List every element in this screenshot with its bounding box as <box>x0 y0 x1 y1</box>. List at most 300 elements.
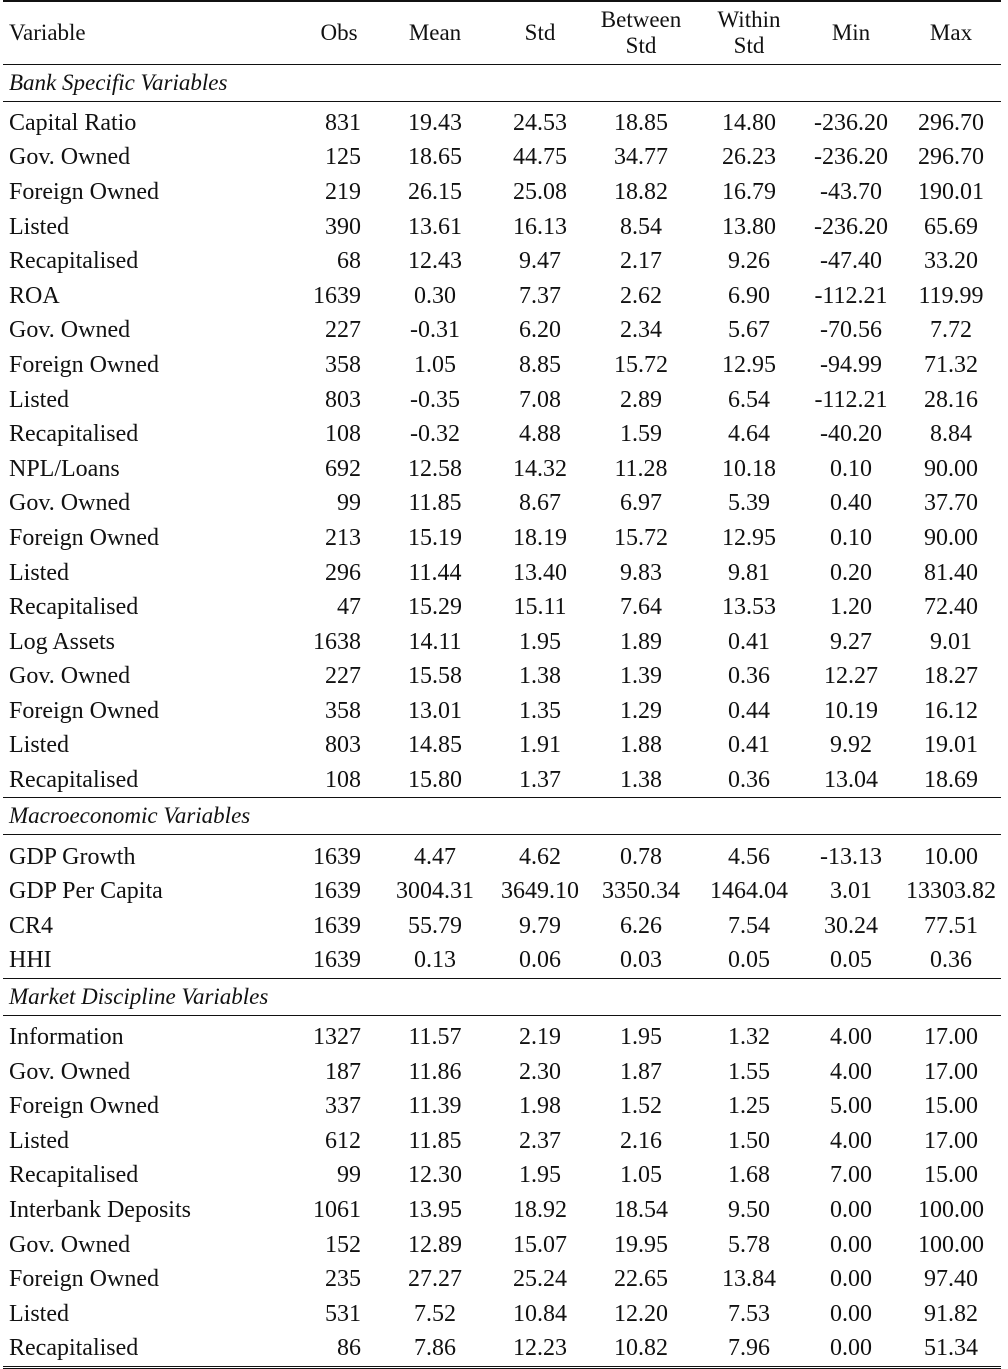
cell-min: -43.70 <box>820 178 882 205</box>
cell-max: 91.82 <box>924 1300 978 1327</box>
cell-mean: 12.30 <box>408 1162 462 1189</box>
cell-between-std: 1.39 <box>620 663 662 690</box>
cell-between-std: 18.85 <box>614 109 668 136</box>
cell-variable: Gov. Owned <box>9 490 131 517</box>
cell-min: 13.04 <box>824 767 878 794</box>
cell-within-std: 13.80 <box>722 213 776 240</box>
cell-between-std: 2.89 <box>620 386 662 413</box>
cell-min: 0.20 <box>830 559 872 586</box>
cell-variable: Foreign Owned <box>9 1093 159 1120</box>
cell-between-std: 34.77 <box>614 144 668 171</box>
table-row <box>3 590 1001 625</box>
summary-statistics-table <box>3 0 1001 1369</box>
cell-std: 1.38 <box>519 663 561 690</box>
cell-min: 0.00 <box>830 1231 872 1258</box>
cell-obs: 296 <box>325 559 361 586</box>
cell-between-std: 2.34 <box>620 317 662 344</box>
cell-variable: Interbank Deposits <box>9 1197 191 1224</box>
cell-mean: 13.61 <box>408 213 462 240</box>
cell-mean: 11.85 <box>408 1127 462 1154</box>
cell-max: 296.70 <box>918 144 984 171</box>
cell-std: 2.30 <box>519 1058 561 1085</box>
header-min: Min <box>831 19 871 45</box>
cell-between-std: 6.97 <box>620 490 662 517</box>
cell-min: -236.20 <box>814 144 888 171</box>
table-row <box>3 763 1001 798</box>
cell-mean: 7.52 <box>414 1300 456 1327</box>
cell-min: 0.00 <box>830 1197 872 1224</box>
cell-max: 33.20 <box>924 248 978 275</box>
cell-obs: 1639 <box>313 912 361 939</box>
table-row <box>3 1015 1001 1054</box>
cell-obs: 1639 <box>313 947 361 974</box>
table-row <box>3 1124 1001 1159</box>
cell-mean: 0.30 <box>414 282 456 309</box>
cell-within-std: 0.41 <box>728 628 770 655</box>
table-row <box>3 1054 1001 1089</box>
cell-min: 30.24 <box>824 912 878 939</box>
table-row <box>3 382 1001 417</box>
cell-mean: -0.31 <box>410 317 460 344</box>
cell-min: 7.00 <box>830 1162 872 1189</box>
cell-mean: 11.86 <box>408 1058 462 1085</box>
cell-within-std: 13.84 <box>722 1266 776 1293</box>
cell-std: 1.91 <box>519 732 561 759</box>
cell-min: -236.20 <box>814 213 888 240</box>
cell-within-std: 7.53 <box>728 1300 770 1327</box>
header-variable: Variable <box>9 19 86 45</box>
cell-std: 1.95 <box>519 628 561 655</box>
cell-min: 4.00 <box>830 1127 872 1154</box>
summary-statistics-table-container <box>3 0 1005 1369</box>
cell-obs: 803 <box>325 386 361 413</box>
cell-between-std: 2.17 <box>620 248 662 275</box>
cell-std: 7.37 <box>519 282 561 309</box>
cell-within-std: 5.78 <box>728 1231 770 1258</box>
cell-between-std: 2.62 <box>620 282 662 309</box>
cell-within-std: 26.23 <box>722 144 776 171</box>
cell-variable: Recapitalised <box>9 1335 139 1362</box>
cell-max: 16.12 <box>924 697 978 724</box>
cell-between-std: 18.82 <box>614 178 668 205</box>
cell-std: 7.08 <box>519 386 561 413</box>
cell-max: 9.01 <box>930 628 972 655</box>
cell-obs: 47 <box>337 594 361 621</box>
cell-mean: 26.15 <box>408 178 462 205</box>
cell-mean: 12.43 <box>408 248 462 275</box>
cell-max: 19.01 <box>924 732 978 759</box>
section-title: Bank Specific Variables <box>3 64 1001 101</box>
cell-mean: 0.13 <box>414 947 456 974</box>
cell-between-std: 1.88 <box>620 732 662 759</box>
cell-max: 18.27 <box>924 663 978 690</box>
cell-max: 17.00 <box>924 1024 978 1051</box>
cell-max: 13303.82 <box>906 878 996 905</box>
cell-variable: Foreign Owned <box>9 1266 159 1293</box>
cell-within-std: 0.41 <box>728 732 770 759</box>
cell-obs: 531 <box>325 1300 361 1327</box>
cell-between-std: 9.83 <box>620 559 662 586</box>
cell-std: 24.53 <box>513 109 567 136</box>
cell-obs: 1327 <box>313 1024 361 1051</box>
cell-variable: Foreign Owned <box>9 524 159 551</box>
table-row <box>3 1331 1001 1367</box>
table-row <box>3 101 1001 140</box>
cell-min: 0.10 <box>830 455 872 482</box>
cell-std: 14.32 <box>513 455 567 482</box>
cell-std: 44.75 <box>513 144 567 171</box>
cell-obs: 68 <box>337 248 361 275</box>
cell-obs: 227 <box>325 317 361 344</box>
cell-min: 0.00 <box>830 1300 872 1327</box>
cell-mean: 11.85 <box>408 490 462 517</box>
cell-std: 13.40 <box>513 559 567 586</box>
cell-variable: GDP Growth <box>9 843 136 870</box>
cell-variable: Capital Ratio <box>9 109 137 136</box>
cell-within-std: 1464.04 <box>710 878 788 905</box>
cell-min: 9.92 <box>830 732 872 759</box>
cell-max: 28.16 <box>924 386 978 413</box>
cell-between-std: 2.16 <box>620 1127 662 1154</box>
header-obs: Obs <box>320 19 358 45</box>
cell-mean: 15.29 <box>408 594 462 621</box>
cell-between-std: 15.72 <box>614 351 668 378</box>
cell-between-std: 3350.34 <box>602 878 680 905</box>
table-row <box>3 1297 1001 1332</box>
cell-std: 2.37 <box>519 1127 561 1154</box>
header-between-line1: Between <box>600 6 682 32</box>
cell-mean: 7.86 <box>414 1335 456 1362</box>
cell-max: 10.00 <box>924 843 978 870</box>
cell-mean: 11.57 <box>408 1024 462 1051</box>
table-row <box>3 835 1001 874</box>
cell-obs: 337 <box>325 1093 361 1120</box>
cell-max: 97.40 <box>924 1266 978 1293</box>
cell-variable: Foreign Owned <box>9 178 159 205</box>
cell-obs: 831 <box>325 109 361 136</box>
cell-within-std: 0.36 <box>728 767 770 794</box>
cell-between-std: 1.95 <box>620 1024 662 1051</box>
cell-mean: 15.80 <box>408 767 462 794</box>
cell-between-std: 12.20 <box>614 1300 668 1327</box>
cell-max: 17.00 <box>924 1127 978 1154</box>
cell-max: 17.00 <box>924 1058 978 1085</box>
table-row <box>3 521 1001 556</box>
cell-max: 65.69 <box>924 213 978 240</box>
cell-mean: 18.65 <box>408 144 462 171</box>
table-row <box>3 1158 1001 1193</box>
cell-std: 18.19 <box>513 524 567 551</box>
cell-min: 0.00 <box>830 1335 872 1362</box>
cell-obs: 213 <box>325 524 361 551</box>
cell-obs: 1639 <box>313 878 361 905</box>
cell-std: 1.98 <box>519 1093 561 1120</box>
cell-variable: Gov. Owned <box>9 1231 131 1258</box>
cell-mean: 13.95 <box>408 1197 462 1224</box>
cell-between-std: 1.89 <box>620 628 662 655</box>
cell-obs: 86 <box>337 1335 361 1362</box>
cell-variable: Gov. Owned <box>9 663 131 690</box>
cell-min: 10.19 <box>824 697 878 724</box>
cell-obs: 125 <box>325 144 361 171</box>
cell-obs: 227 <box>325 663 361 690</box>
cell-within-std: 0.44 <box>728 697 770 724</box>
cell-within-std: 12.95 <box>722 524 776 551</box>
cell-std: 12.23 <box>513 1335 567 1362</box>
cell-min: 0.00 <box>830 1266 872 1293</box>
cell-std: 18.92 <box>513 1197 567 1224</box>
section-title: Macroeconomic Variables <box>3 798 1001 835</box>
cell-min: 9.27 <box>830 628 872 655</box>
cell-between-std: 1.87 <box>620 1058 662 1085</box>
cell-std: 15.07 <box>513 1231 567 1258</box>
cell-std: 4.62 <box>519 843 561 870</box>
table-row <box>3 1193 1001 1228</box>
cell-variable: Recapitalised <box>9 421 139 448</box>
cell-within-std: 9.26 <box>728 248 770 275</box>
cell-between-std: 7.64 <box>620 594 662 621</box>
cell-max: 15.00 <box>924 1093 978 1120</box>
cell-variable: Recapitalised <box>9 248 139 275</box>
cell-mean: 55.79 <box>408 912 462 939</box>
cell-mean: 27.27 <box>408 1266 462 1293</box>
cell-min: -40.20 <box>820 421 882 448</box>
table-row <box>3 694 1001 729</box>
cell-mean: 14.85 <box>408 732 462 759</box>
cell-variable: ROA <box>9 282 60 309</box>
cell-min: -112.21 <box>814 386 888 413</box>
cell-within-std: 10.18 <box>722 455 776 482</box>
header-mean: Mean <box>408 19 462 45</box>
cell-std: 25.08 <box>513 178 567 205</box>
cell-max: 296.70 <box>918 109 984 136</box>
cell-between-std: 1.52 <box>620 1093 662 1120</box>
cell-max: 77.51 <box>924 912 978 939</box>
table-row <box>3 874 1001 909</box>
cell-between-std: 0.03 <box>620 947 662 974</box>
cell-std: 25.24 <box>513 1266 567 1293</box>
table-row <box>3 555 1001 590</box>
cell-max: 100.00 <box>918 1231 984 1258</box>
table-row <box>3 624 1001 659</box>
cell-max: 72.40 <box>924 594 978 621</box>
cell-between-std: 1.59 <box>620 421 662 448</box>
table-row <box>3 417 1001 452</box>
table-row <box>3 728 1001 763</box>
cell-variable: Recapitalised <box>9 767 139 794</box>
cell-min: 4.00 <box>830 1058 872 1085</box>
cell-obs: 1639 <box>313 843 361 870</box>
cell-obs: 187 <box>325 1058 361 1085</box>
section-header-row <box>3 64 1001 101</box>
cell-variable: Listed <box>9 386 69 413</box>
cell-within-std: 9.81 <box>728 559 770 586</box>
cell-std: 2.19 <box>519 1024 561 1051</box>
cell-obs: 358 <box>325 697 361 724</box>
cell-min: -112.21 <box>814 282 888 309</box>
cell-within-std: 0.05 <box>728 947 770 974</box>
table-row <box>3 278 1001 313</box>
table-row <box>3 244 1001 279</box>
cell-max: 81.40 <box>924 559 978 586</box>
cell-within-std: 16.79 <box>722 178 776 205</box>
cell-variable: Recapitalised <box>9 594 139 621</box>
cell-min: -47.40 <box>820 248 882 275</box>
cell-within-std: 12.95 <box>722 351 776 378</box>
cell-max: 18.69 <box>924 767 978 794</box>
cell-between-std: 6.26 <box>620 912 662 939</box>
cell-mean: 12.89 <box>408 1231 462 1258</box>
cell-variable: CR4 <box>9 912 54 939</box>
cell-obs: 358 <box>325 351 361 378</box>
cell-min: 0.05 <box>830 947 872 974</box>
cell-between-std: 1.05 <box>620 1162 662 1189</box>
header-between-std <box>585 1 697 64</box>
cell-mean: 13.01 <box>408 697 462 724</box>
cell-variable: Information <box>9 1024 124 1051</box>
cell-std: 0.06 <box>519 947 561 974</box>
cell-within-std: 4.64 <box>728 421 770 448</box>
table-row <box>3 659 1001 694</box>
cell-within-std: 1.68 <box>728 1162 770 1189</box>
cell-variable: Foreign Owned <box>9 351 159 378</box>
table-row <box>3 175 1001 210</box>
table-row <box>3 909 1001 944</box>
cell-obs: 108 <box>325 421 361 448</box>
cell-obs: 99 <box>337 1162 361 1189</box>
cell-min: -94.99 <box>820 351 882 378</box>
cell-between-std: 1.38 <box>620 767 662 794</box>
cell-obs: 235 <box>325 1266 361 1293</box>
table-row <box>3 451 1001 486</box>
header-row <box>3 1 1001 64</box>
cell-variable: Listed <box>9 559 69 586</box>
cell-obs: 692 <box>325 455 361 482</box>
cell-std: 9.79 <box>519 912 561 939</box>
cell-min: -70.56 <box>820 317 882 344</box>
cell-min: 3.01 <box>830 878 872 905</box>
cell-between-std: 19.95 <box>614 1231 668 1258</box>
cell-max: 100.00 <box>918 1197 984 1224</box>
cell-mean: 11.44 <box>408 559 462 586</box>
section-title: Market Discipline Variables <box>3 978 1001 1015</box>
cell-max: 8.84 <box>930 421 972 448</box>
cell-obs: 803 <box>325 732 361 759</box>
cell-max: 190.01 <box>918 178 984 205</box>
cell-min: -13.13 <box>820 843 882 870</box>
header-within-std <box>697 1 801 64</box>
cell-std: 1.35 <box>519 697 561 724</box>
table-row <box>3 1089 1001 1124</box>
cell-within-std: 6.54 <box>728 386 770 413</box>
cell-variable: Listed <box>9 732 69 759</box>
table-row <box>3 1227 1001 1262</box>
cell-mean: 19.43 <box>408 109 462 136</box>
header-between-line2: Std <box>625 32 657 58</box>
cell-obs: 612 <box>325 1127 361 1154</box>
cell-mean: -0.35 <box>410 386 460 413</box>
cell-between-std: 22.65 <box>614 1266 668 1293</box>
table-row <box>3 140 1001 175</box>
cell-obs: 1061 <box>313 1197 361 1224</box>
cell-obs: 99 <box>337 490 361 517</box>
table-row <box>3 1262 1001 1297</box>
cell-obs: 152 <box>325 1231 361 1258</box>
cell-max: 37.70 <box>924 490 978 517</box>
cell-within-std: 6.90 <box>728 282 770 309</box>
cell-variable: Recapitalised <box>9 1162 139 1189</box>
cell-obs: 1639 <box>313 282 361 309</box>
cell-min: 12.27 <box>824 663 878 690</box>
cell-std: 8.85 <box>519 351 561 378</box>
cell-max: 15.00 <box>924 1162 978 1189</box>
cell-variable: Listed <box>9 213 69 240</box>
header-std: Std <box>524 19 556 45</box>
cell-obs: 219 <box>325 178 361 205</box>
cell-variable: GDP Per Capita <box>9 878 163 905</box>
cell-obs: 108 <box>325 767 361 794</box>
cell-mean: 3004.31 <box>396 878 474 905</box>
cell-mean: 15.19 <box>408 524 462 551</box>
cell-within-std: 14.80 <box>722 109 776 136</box>
cell-within-std: 1.50 <box>728 1127 770 1154</box>
cell-within-std: 1.25 <box>728 1093 770 1120</box>
section-header-row <box>3 978 1001 1015</box>
cell-within-std: 13.53 <box>722 594 776 621</box>
cell-max: 90.00 <box>924 455 978 482</box>
cell-between-std: 18.54 <box>614 1197 668 1224</box>
cell-variable: HHI <box>9 947 52 974</box>
cell-max: 71.32 <box>924 351 978 378</box>
cell-std: 1.37 <box>519 767 561 794</box>
cell-variable: Listed <box>9 1127 69 1154</box>
cell-min: -236.20 <box>814 109 888 136</box>
cell-within-std: 1.55 <box>728 1058 770 1085</box>
cell-within-std: 7.54 <box>728 912 770 939</box>
cell-variable: Gov. Owned <box>9 144 131 171</box>
table-body <box>3 64 1001 1367</box>
cell-within-std: 7.96 <box>728 1335 770 1362</box>
cell-max: 0.36 <box>930 947 972 974</box>
cell-min: 4.00 <box>830 1024 872 1051</box>
table-row <box>3 486 1001 521</box>
cell-std: 10.84 <box>513 1300 567 1327</box>
cell-between-std: 0.78 <box>620 843 662 870</box>
cell-std: 3649.10 <box>501 878 579 905</box>
cell-mean: 12.58 <box>408 455 462 482</box>
header-within-line1: Within <box>717 6 781 32</box>
cell-between-std: 1.29 <box>620 697 662 724</box>
cell-mean: 15.58 <box>408 663 462 690</box>
cell-std: 1.95 <box>519 1162 561 1189</box>
cell-mean: 1.05 <box>414 351 456 378</box>
cell-std: 6.20 <box>519 317 561 344</box>
cell-variable: Foreign Owned <box>9 697 159 724</box>
table-row <box>3 348 1001 383</box>
cell-mean: 11.39 <box>408 1093 462 1120</box>
cell-mean: 4.47 <box>414 843 456 870</box>
cell-variable: Listed <box>9 1300 69 1327</box>
cell-std: 4.88 <box>519 421 561 448</box>
cell-within-std: 0.36 <box>728 663 770 690</box>
cell-mean: -0.32 <box>410 421 460 448</box>
cell-within-std: 1.32 <box>728 1024 770 1051</box>
section-header-row <box>3 798 1001 835</box>
table-row <box>3 943 1001 978</box>
header-max: Max <box>929 19 973 45</box>
cell-within-std: 5.67 <box>728 317 770 344</box>
cell-min: 0.10 <box>830 524 872 551</box>
